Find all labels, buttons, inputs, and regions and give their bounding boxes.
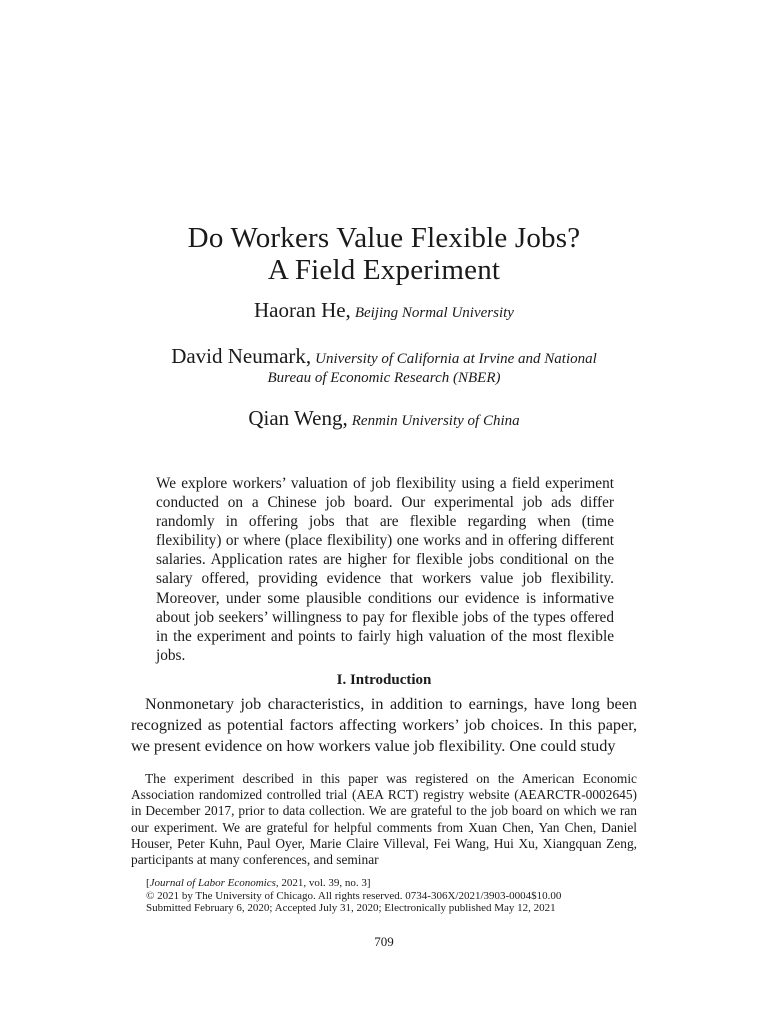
publication-info — [146, 877, 626, 915]
section-heading: I. Introduction — [336, 672, 432, 688]
body-paragraph: Nonmonetary job characteristics, in addition to earnings, have long been recognized as potential factors affecting workers’ job choices. In this paper, we present evidence on how workers value job flexibility. One could study — [131, 695, 637, 755]
author-2 — [0, 344, 768, 387]
paper-title — [0, 222, 768, 286]
title-line-1: Do Workers Value Flexible Jobs? — [187, 222, 581, 254]
journal-name: Journal of Labor Economics — [149, 877, 276, 889]
author-affiliation: Beijing Normal University — [354, 305, 514, 321]
author-affiliation: Renmin University of China — [351, 413, 520, 429]
author-affiliation-line2: Bureau of Economic Research (NBER) — [267, 370, 501, 386]
page-number: 709 — [374, 934, 394, 949]
copyright-line: © 2021 by The University of Chicago. All rights reserved. 0734-306X/2021/3903-0004$10.00 — [146, 889, 562, 902]
submission-dates: Submitted February 6, 2020; Accepted July 31, 2020; Electronically published May 12, 2021 — [146, 902, 556, 915]
title-line-2: A Field Experiment — [267, 254, 501, 286]
journal-citation: [Journal of Labor Economics, 2021, vol. 39, no. 3] — [146, 877, 371, 889]
footnote: The experiment described in this paper was registered on the American Economic Association randomized controlled trial (AEA RCT) registry website (AEARCTR-0002645) in December 2017, prior to data collection. We are grateful to the job board on which we ran our experiment. We are grateful for helpful comments from Xuan Chen, Yan Chen, Daniel Houser, Peter Kuhn, Paul Oyer, Marie Claire Villeval, Fei Wang, Hui Xu, Xiangquan Zeng, participants at many conferences, and seminar — [131, 771, 637, 868]
author-name: David Neumark, — [171, 344, 312, 368]
author-affiliation: University of California at Irvine and National — [315, 351, 597, 367]
author-3 — [0, 406, 768, 431]
author-name: Haoran He, — [254, 298, 351, 322]
author-name: Qian Weng, — [248, 406, 348, 430]
abstract: We explore workers’ valuation of job flexibility using a field experiment conducted on a Chinese job board. Our experimental job ads differ randomly in offering jobs that are flexible regarding when (time flexibility) or where (place flexibility) one works and in offering different salaries. Application rates are higher for flexible jobs conditional on the salary offered, providing evidence that workers value job flexibility. Moreover, under some plausible conditions our evidence is informative about job seekers’ willingness to pay for flexible jobs of the types offered in the experiment and points to fairly high valuation of the most flexible jobs. — [156, 475, 614, 664]
author-1 — [0, 298, 768, 323]
